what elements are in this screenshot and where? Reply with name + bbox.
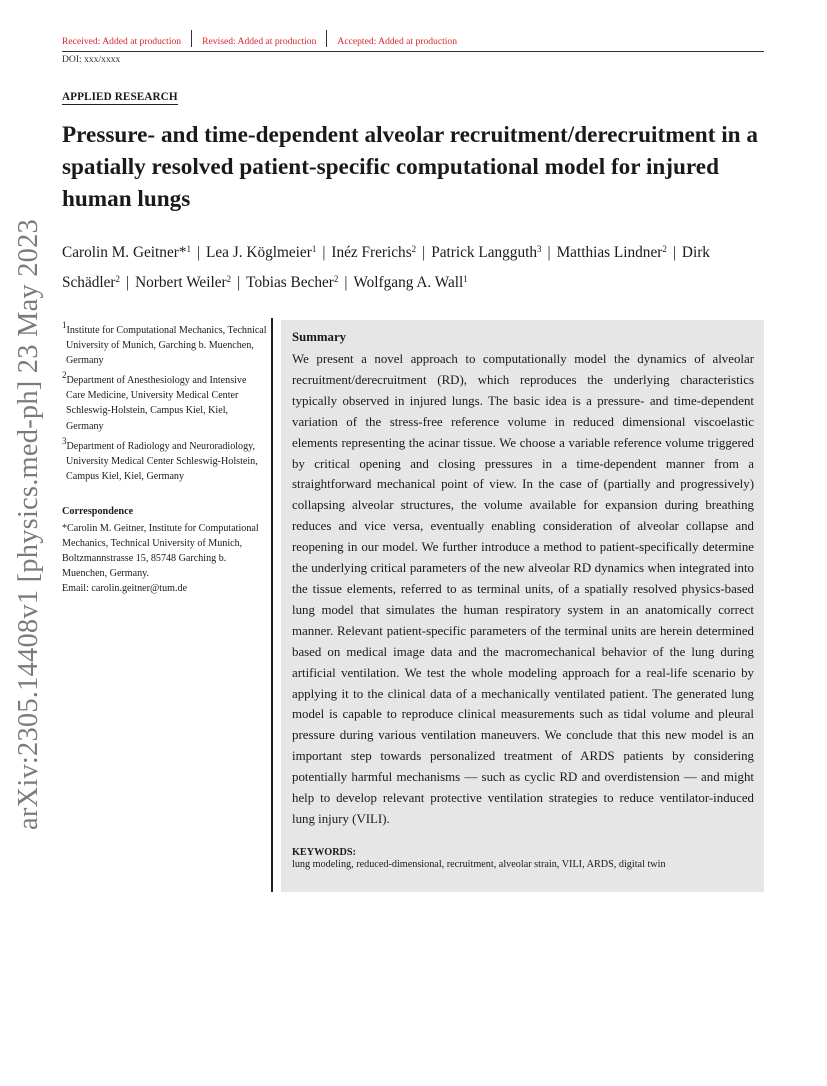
summary-box [281,320,764,892]
author-separator: | [422,244,426,261]
summary-text: We present a novel approach to computationally model the dynamics of alveolar recruitment/derecruitment (RD), which reproduces the underlying characteristics typically observed in injured lungs. The basic idea is a pressure- and time-dependent variation of the stress-free reference volume in reduced dimensional viscoelastic elements representing the acinar tissue. We choose a variable reference volume triggered by critical opening and closing pressures in a time-dependent manner from a straightforward mechanical point of view. In the case of (partially and progressively) collapsing alveolar structures, the volume available for expansion during breathing reduces and vice versa, eventually enabling consideration of alveolar collapse and reopening in our model. We further introduce a method to patient-specifically determine the underlying critical parameters of the new alveolar RD dynamics when integrated into the tissue elements, referred to as terminal units, of a spatially resolved physics-based lung model that simulates the human respiratory system in an anatomically correct manner. Relevant patient-specific parameters of the terminal units are herein determined based on medical image data and the macromechanical behavior of the lung during artificial ventilation. We test the whole modeling approach for a real-life scenario by applying it to the clinical data of a mechanically ventilated patient. The generated lung model is capable to reproduce clinical measurements such as tidal volume and pleural pressure during various ventilation maneuvers. We conclude that this new model is an important step towards personalized treatment of ARDS patients by considering potentially harmful mechanisms — such as cyclic RD and overdistension — and might help to develop relevant protective ventilation strategies to reduce ventilator-induced lung injury (VILI). [292,352,754,826]
author-separator: | [547,244,551,261]
author: Lea J. Köglmeier$^1$ [206,244,317,261]
author-separator: | [237,274,241,291]
author: Wolfgang A. Wall$^1$ [353,274,468,291]
correspondence-email: Email: carolin.geitner@tum.de [62,583,188,595]
author-separator: | [672,244,676,261]
paper-title: Pressure- and time-dependent alveolar recruitment/derecruitment in a spatially resolved patient-specific computational model for injured human lungs [62,122,758,212]
article-dates-bar [62,33,764,52]
received-date: Received: Added at production [62,36,182,47]
author-separator: | [344,274,348,291]
keywords-list: lung modeling, reduced-dimensional, recruitment, alveolar strain, VILI, ARDS, digital twin [292,858,666,870]
author-separator: | [322,244,326,261]
column-divider [271,318,273,892]
author-separator: | [196,244,201,261]
author-list [62,236,764,296]
author: Carolin M. Geitner*$^1$ [62,244,191,261]
correspondence-text: *Carolin M. Geitner, Institute for Computational Mechanics, Technical University of Munich, Boltzmannstrasse 15, 85748 Garching b. Muenchen, Germany. Email: carolin.geitner@tum.de [62,523,259,595]
author: Matthias Lindner$^2$ [556,244,667,261]
author: Norbert Weiler$^2$ [135,274,232,291]
author: Patrick Langguth$^3$ [431,244,542,261]
author: Inéz Frerichs$^2$ [331,244,417,261]
affiliation: $^3$Department of Radiology and Neuroradiology, University Medical Center Schleswig-Holstein, Campus Kiel, Kiel, Germany [62,435,258,482]
keywords-heading: KEYWORDS: [292,846,356,858]
accepted-date: Accepted: Added at production [337,36,458,47]
section-tag: APPLIED RESEARCH [62,91,178,103]
correspondence-heading: Correspondence [62,505,134,517]
revised-date: Revised: Added at production [202,36,317,47]
doi: DOI: xxx/xxxx [62,54,121,65]
affiliation: $^2$Department of Anesthesiology and Intensive Care Medicine, University Medical Center Schleswig-Holstein, Campus Kiel, Kiel, Germany [62,370,247,432]
arxiv-identifier-stamp: arXiv:2305.14408v1 [physics.med-ph] 23 May 2023 [13,219,44,830]
author: Dirk Schädler$^2$ [62,244,710,291]
author: Tobias Becher$^2$ [246,274,339,291]
author-separator: | [126,274,130,291]
affiliations-column [62,318,267,597]
affiliation: $^1$Institute for Computational Mechanics, Technical University of Munich, Garching b. Muenchen, Germany [62,320,267,367]
summary-heading: Summary [292,330,347,344]
